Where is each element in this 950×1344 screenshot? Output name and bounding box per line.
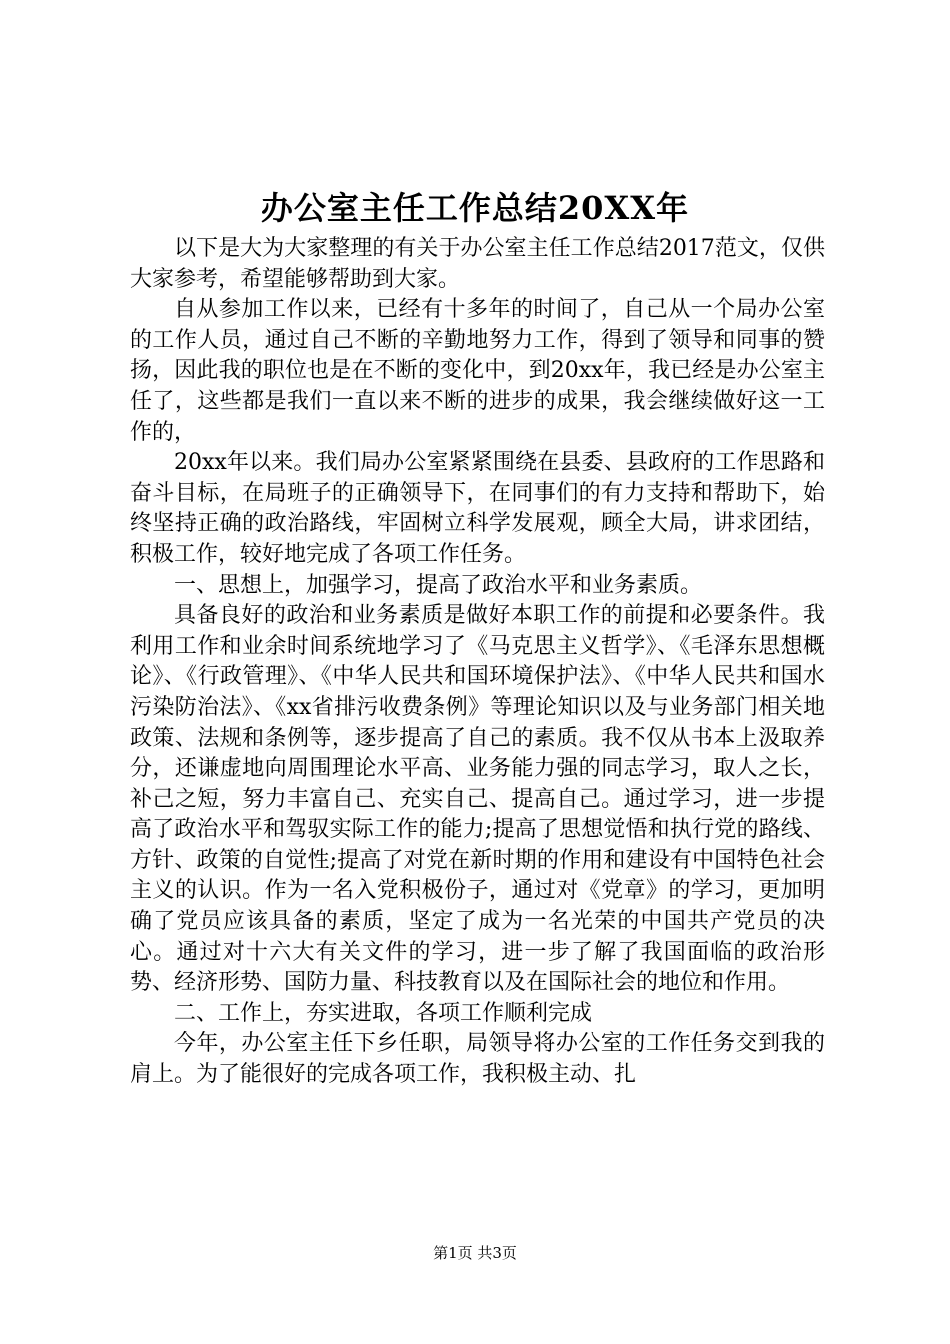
paragraph-work: 今年，办公室主任下乡任职，局领导将办公室的工作任务交到我的肩上。为了能很好的完成各项工作，我积极主动、扎 [130, 1031, 825, 1088]
paragraph-intro: 以下是大为大家整理的有关于办公室主任工作总结2017范文，仅供大家参考，希望能够帮助到大家。 [130, 236, 825, 292]
page-number-footer: 第1页 共3页 [433, 1244, 517, 1262]
document-title: 办公室主任工作总结20XX年 [260, 189, 690, 227]
paragraph-background: 自从参加工作以来，已经有十多年的时间了，自己从一个局办公室的工作人员，通过自己不断的辛勤地努力工作，得到了领导和同事的赞扬，因此我的职位也是在不断的变化中，到20xx年，我已经是办公室主任了，这些都是我们一直以来不断的进步的成果，我会继续做好这一工作的， [130, 297, 825, 445]
section-heading-1: 一、思想上，加强学习，提高了政治水平和业务素质。 [174, 572, 703, 598]
section-heading-2: 二、工作上，夯实进取，各项工作顺利完成 [174, 1000, 593, 1026]
paragraph-overview: 20xx年以来。我们局办公室紧紧围绕在县委、县政府的工作思路和奋斗目标，在局班子的正确领导下，在同事们的有力支持和帮助下，始终坚持正确的政治路线，牢固树立科学发展观，顾全大局，讲求团结，积极工作，较好地完成了各项工作任务。 [130, 450, 825, 567]
paragraph-study: 具备良好的政治和业务素质是做好本职工作的前提和必要条件。我利用工作和业余时间系统地学习了《马克思主义哲学》、《毛泽东思想概论》、《行政管理》、《中华人民共和国环境保护法》、《中华人民共和国水污染防治法》、《xx省排污收费条例》等理论知识以及与业务部门相关地政策、法规和条例等，逐步提高了自己的素质。我不仅从书本上汲取养分，还谦虚地向周围理论水平高、业务能力强的同志学习，取人之长，补己之短，努力丰富自己、充实自己、提高自己。通过学习，进一步提高了政治水平和驾驭实际工作的能力;提高了思想觉悟和执行党的路线、方针、政策的自觉性;提高了对党在新时期的作用和建设有中国特色社会主义的认识。作为一名入党积极份子，通过对《党章》的学习，更加明确了党员应该具备的素质，坚定了成为一名光荣的中国共产党员的决心。通过对十六大有关文件的学习，进一步了解了我国面临的政治形势、经济形势、国防力量、科技教育以及在国际社会的地位和作用。 [130, 603, 825, 996]
document-body [130, 234, 825, 1091]
